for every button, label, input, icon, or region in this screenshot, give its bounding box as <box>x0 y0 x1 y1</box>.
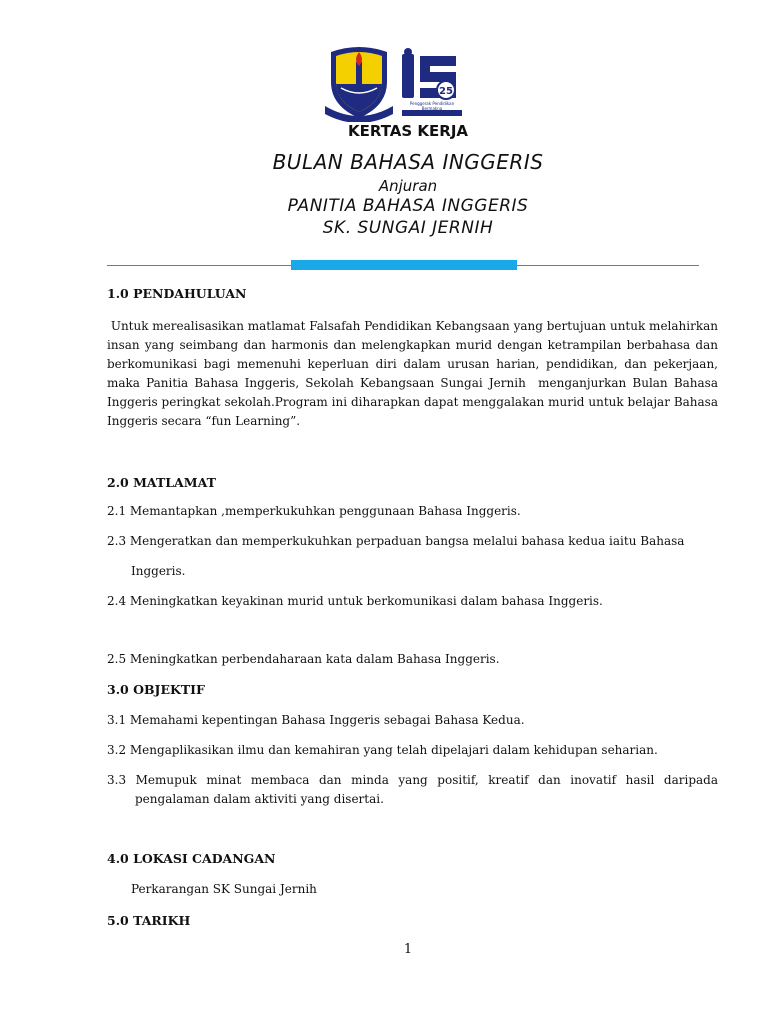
logo-row <box>0 44 768 122</box>
matlamat-item: 2.4 Meningkatkan keyakinan murid untuk berkomunikasi dalam bahasa Inggeris. <box>107 594 603 608</box>
anjuran-label: Anjuran <box>378 177 438 195</box>
section-heading-tarikh: 5.0 TARIKH <box>107 913 191 928</box>
page-number: 1 <box>403 942 413 957</box>
section-heading-pendahuluan: 1.0 PENDAHULUAN <box>107 286 247 301</box>
matlamat-item-continued: Inggeris. <box>131 564 186 578</box>
objektif-item: 3.2 Mengaplikasikan ilmu dan kemahiran yang telah dipelajari dalam kehidupan seharian. <box>107 743 658 757</box>
document-header <box>0 120 768 239</box>
pendahuluan-paragraph: Untuk merealisasikan matlamat Falsafah Pendidikan Kebangsaan yang bertujuan untuk melahirkan insan yang seimbang dan harmonis dan melengkapkan murid dengan ketrampilan berbahasa dan berkomunikasi bagi memenuhi keperluan diri dalam urusan harian, pendidikan, dan pekerjaan, maka Panitia Bahasa Inggeris, Sekolah Kebangsaan Sungai Jernih menganjurkan Bulan Bahasa Inggeris peringkat sekolah.Program ini diharapkan dapat menggalakan murid untuk belajar Bahasa Inggeris secara “fun Learning”. <box>107 319 722 428</box>
doc-type-label: KERTAS KERJA <box>347 122 469 140</box>
event-title: BULAN BAHASA INGGERIS <box>272 150 544 174</box>
section-heading-matlamat: 2.0 MATLAMAT <box>107 475 216 490</box>
logo-caption: Penggerak Pendidikan Bermakna <box>409 101 455 111</box>
school-crest-icon <box>323 44 395 122</box>
lokasi-text: Perkarangan SK Sungai Jernih <box>131 882 317 896</box>
objektif-item: 3.1 Memahami kepentingan Bahasa Inggeris sebagai Bahasa Kedua. <box>107 713 525 727</box>
header-divider-accent <box>291 260 517 270</box>
section-heading-lokasi: 4.0 LOKASI CADANGAN <box>107 851 276 866</box>
matlamat-item: 2.1 Memantapkan ,memperkukuhkan penggunaan Bahasa Inggeris. <box>107 504 521 518</box>
svg-text:25: 25 <box>439 86 453 97</box>
organizer-line-2: SK. SUNGAI JERNIH <box>322 218 494 238</box>
document-body <box>107 284 722 930</box>
section-heading-objektif: 3.0 OBJEKTIF <box>107 682 205 697</box>
objektif-item: 3.3 Memupuk minat membaca dan minda yang positif, kreatif dan inovatif hasil daripada pengalaman dalam aktiviti yang disertai. <box>107 773 718 806</box>
matlamat-item: 2.3 Mengeratkan dan memperkukuhkan perpaduan bangsa melalui bahasa kedua iaitu Bahasa <box>107 534 685 548</box>
matlamat-item: 2.5 Meningkatkan perbendaharaan kata dalam Bahasa Inggeris. <box>107 652 500 666</box>
organizer-line-1: PANITIA BAHASA INGGERIS <box>287 196 529 216</box>
